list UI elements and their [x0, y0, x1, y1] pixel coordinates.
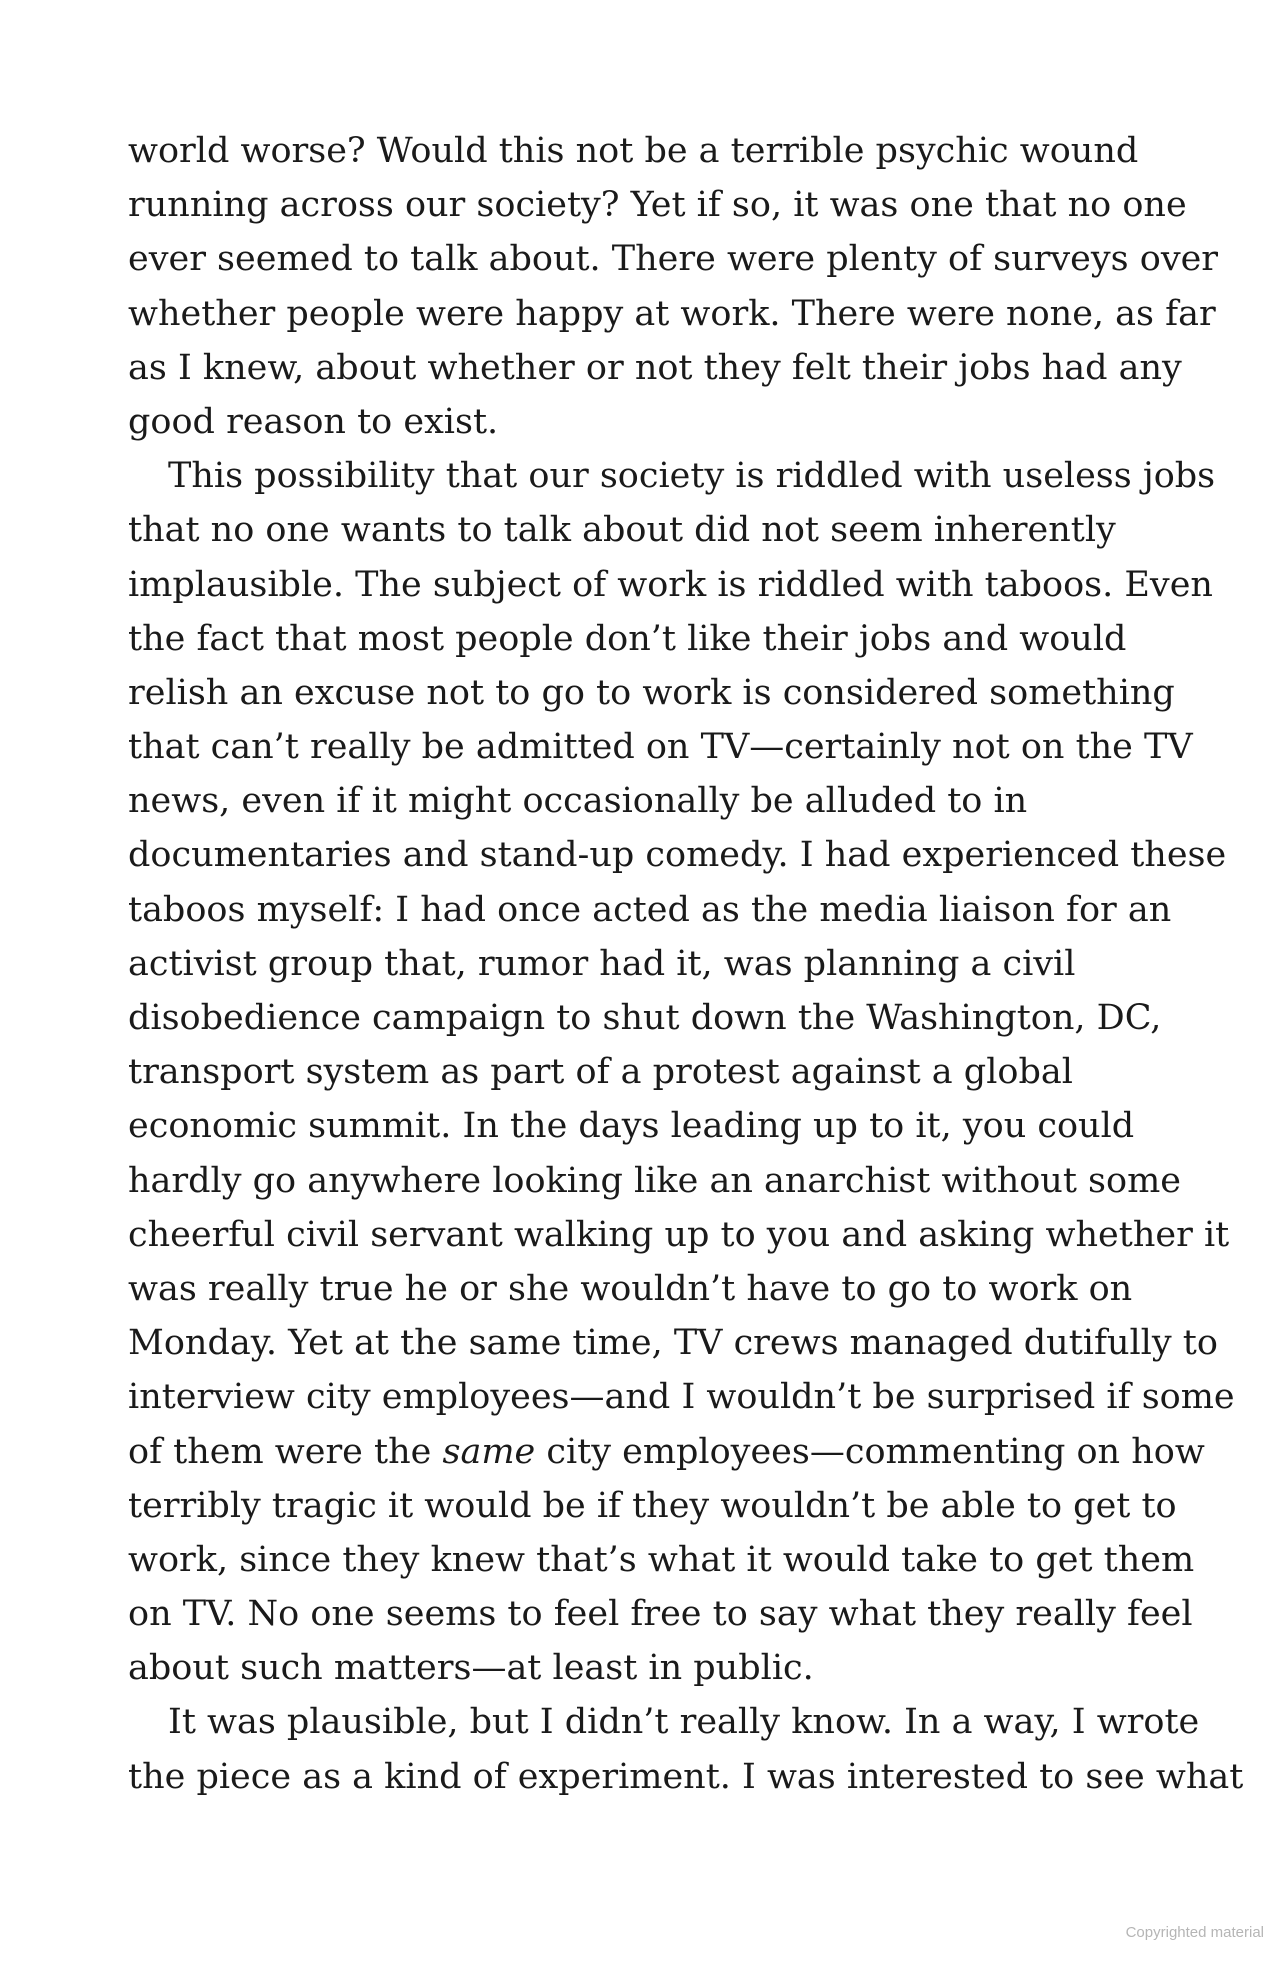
text-line: terribly tragic it would be if they wouldn’t be able to get to: [128, 1485, 1177, 1526]
text-line: that no one wants to talk about did not seem inherently: [128, 510, 1116, 551]
text-line: world worse? Would this not be a terrible psychic wound: [128, 131, 1139, 171]
text-line: activist group that, rumor had it, was planning a civil: [128, 943, 1076, 984]
text-line: transport system as part of a protest against a global: [128, 1052, 1073, 1093]
text-line: disobedience campaign to shut down the Washington, DC,: [128, 998, 1162, 1038]
text-line: taboos myself: I had once acted as the media liaison for an: [128, 889, 1172, 930]
text-line: as I knew, about whether or not they felt their jobs had any: [128, 347, 1182, 388]
paragraph: [128, 449, 1235, 1695]
text-line: that can’t really be admitted on TV—certainly not on the TV: [128, 727, 1193, 768]
text-line: about such matters—at least in public.: [128, 1648, 814, 1689]
text-line: interview city employees—and I wouldn’t be surprised if some: [128, 1377, 1235, 1418]
text-line: It was plausible, but I didn’t really know. In a way, I wrote: [168, 1702, 1200, 1743]
text-line: This possibility that our society is riddled with useless jobs: [168, 456, 1216, 497]
text-line: cheerful civil servant walking up to you and asking whether it: [128, 1214, 1230, 1255]
text-line: ever seemed to talk about. There were plenty of surveys over: [128, 239, 1219, 280]
text-line: the piece as a kind of experiment. I was interested to see what: [128, 1756, 1244, 1797]
italic-emphasis: same: [442, 1431, 536, 1472]
text-line: relish an excuse not to go to work is considered something: [128, 672, 1175, 713]
body-text: [128, 124, 1244, 1804]
text-line: the fact that most people don’t like their jobs and would: [128, 618, 1127, 659]
text-line: implausible. The subject of work is riddled with taboos. Even: [128, 564, 1213, 605]
text-line: Monday. Yet at the same time, TV crews managed dutifully to: [128, 1323, 1218, 1364]
text-line: on TV. No one seems to feel free to say what they really feel: [128, 1594, 1193, 1635]
text-line: work, since they knew that’s what it would take to get them: [128, 1539, 1195, 1580]
text-run: city employees—commenting on how: [535, 1431, 1205, 1472]
text-run: of them were the: [128, 1431, 443, 1472]
paragraph: [128, 1695, 1244, 1803]
copyright-watermark: Copyrighted material: [1125, 1924, 1264, 1941]
text-line: documentaries and stand-up comedy. I had experienced these: [128, 835, 1227, 876]
text-line: was really true he or she wouldn’t have to go to work on: [128, 1268, 1133, 1309]
text-line: good reason to exist.: [128, 401, 499, 442]
text-line: whether people were happy at work. There were none, as far: [128, 293, 1216, 334]
text-line: running across our society? Yet if so, it was one that no one: [128, 185, 1187, 226]
text-line: [128, 1425, 1205, 1479]
paragraph: [128, 124, 1219, 449]
text-line: hardly go anywhere looking like an anarchist without some: [128, 1160, 1181, 1201]
text-line: economic summit. In the days leading up to it, you could: [128, 1106, 1135, 1147]
text-line: news, even if it might occasionally be alluded to in: [128, 781, 1028, 822]
